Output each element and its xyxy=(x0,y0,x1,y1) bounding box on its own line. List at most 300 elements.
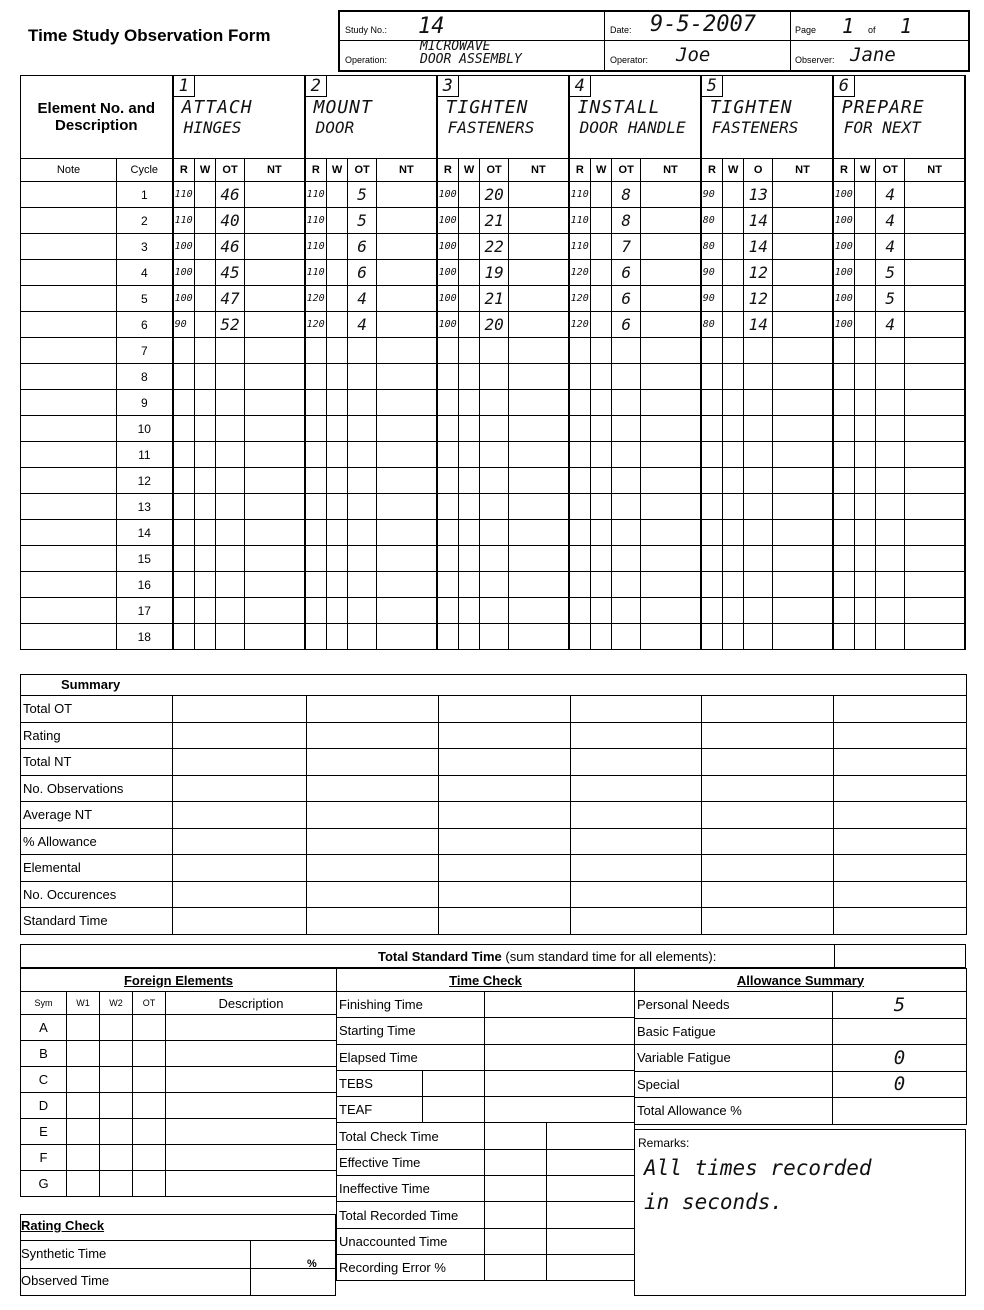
summary-value-cell[interactable] xyxy=(173,749,307,776)
nt-cell[interactable] xyxy=(245,520,305,546)
nt-cell[interactable] xyxy=(377,338,437,364)
ot-cell[interactable]: 4 xyxy=(876,312,905,338)
w-cell[interactable] xyxy=(327,234,348,260)
nt-cell[interactable] xyxy=(773,416,833,442)
nt-cell[interactable] xyxy=(773,338,833,364)
nt-cell[interactable] xyxy=(905,546,965,572)
nt-cell[interactable] xyxy=(377,364,437,390)
w-cell[interactable] xyxy=(195,572,216,598)
nt-cell[interactable] xyxy=(905,260,965,286)
ot-cell[interactable] xyxy=(876,520,905,546)
nt-cell[interactable] xyxy=(905,416,965,442)
summary-value-cell[interactable] xyxy=(702,749,834,776)
ot-cell[interactable] xyxy=(876,390,905,416)
time-check-value[interactable] xyxy=(423,1097,485,1123)
w-cell[interactable] xyxy=(327,312,348,338)
summary-value-cell[interactable] xyxy=(173,722,307,749)
w-cell[interactable] xyxy=(723,468,744,494)
ot-cell[interactable] xyxy=(744,572,773,598)
ot-cell[interactable] xyxy=(744,416,773,442)
rating-cell[interactable] xyxy=(569,598,591,624)
nt-cell[interactable] xyxy=(773,494,833,520)
nt-cell[interactable] xyxy=(905,234,965,260)
w-cell[interactable] xyxy=(459,208,480,234)
rating-cell[interactable] xyxy=(569,546,591,572)
rating-cell[interactable] xyxy=(437,494,459,520)
rating-cell[interactable] xyxy=(437,624,459,650)
ot-cell[interactable]: 4 xyxy=(876,182,905,208)
nt-cell[interactable] xyxy=(245,234,305,260)
rating-cell[interactable] xyxy=(437,338,459,364)
summary-value-cell[interactable] xyxy=(702,828,834,855)
ot-cell[interactable] xyxy=(216,442,245,468)
nt-cell[interactable] xyxy=(377,312,437,338)
ot-cell[interactable]: 5 xyxy=(348,208,377,234)
ot-cell[interactable] xyxy=(876,598,905,624)
rating-cell[interactable]: 90 xyxy=(701,286,723,312)
summary-value-cell[interactable] xyxy=(307,908,439,935)
foreign-cell[interactable] xyxy=(133,1067,166,1093)
foreign-cell[interactable] xyxy=(67,1119,100,1145)
w-cell[interactable] xyxy=(723,364,744,390)
rating-cell[interactable] xyxy=(569,338,591,364)
w-cell[interactable] xyxy=(459,468,480,494)
w-cell[interactable] xyxy=(327,260,348,286)
w-cell[interactable] xyxy=(459,260,480,286)
ot-cell[interactable] xyxy=(348,390,377,416)
ot-cell[interactable]: 21 xyxy=(480,286,509,312)
time-check-value[interactable] xyxy=(423,1070,485,1096)
element-1-cell[interactable] xyxy=(173,76,305,159)
element-6-cell[interactable] xyxy=(833,76,965,159)
w-cell[interactable] xyxy=(855,182,876,208)
w-cell[interactable] xyxy=(195,598,216,624)
w-cell[interactable] xyxy=(591,312,612,338)
nt-cell[interactable] xyxy=(641,442,701,468)
ot-cell[interactable] xyxy=(348,364,377,390)
time-check-value[interactable] xyxy=(485,1044,635,1070)
w-cell[interactable] xyxy=(459,390,480,416)
w-cell[interactable] xyxy=(327,494,348,520)
rating-cell[interactable] xyxy=(701,442,723,468)
summary-value-cell[interactable] xyxy=(571,722,702,749)
nt-cell[interactable] xyxy=(773,286,833,312)
note-cell[interactable] xyxy=(21,624,117,650)
nt-cell[interactable] xyxy=(509,260,569,286)
w-cell[interactable] xyxy=(591,624,612,650)
ot-cell[interactable]: 14 xyxy=(744,234,773,260)
rating-cell[interactable] xyxy=(305,390,327,416)
summary-value-cell[interactable] xyxy=(571,802,702,829)
summary-value-cell[interactable] xyxy=(571,881,702,908)
nt-cell[interactable] xyxy=(509,364,569,390)
summary-value-cell[interactable] xyxy=(834,696,967,723)
summary-value-cell[interactable] xyxy=(439,696,571,723)
w-cell[interactable] xyxy=(195,286,216,312)
nt-cell[interactable] xyxy=(773,234,833,260)
rating-cell[interactable] xyxy=(569,494,591,520)
w-cell[interactable] xyxy=(195,416,216,442)
time-check-value[interactable] xyxy=(485,1176,547,1202)
rating-cell[interactable] xyxy=(305,624,327,650)
rating-cell[interactable] xyxy=(437,598,459,624)
nt-cell[interactable] xyxy=(641,364,701,390)
rating-cell[interactable] xyxy=(569,520,591,546)
w-cell[interactable] xyxy=(855,312,876,338)
rating-cell[interactable]: 110 xyxy=(569,182,591,208)
foreign-cell[interactable] xyxy=(166,1093,337,1119)
ot-cell[interactable] xyxy=(216,390,245,416)
nt-cell[interactable] xyxy=(773,546,833,572)
foreign-cell[interactable] xyxy=(133,1041,166,1067)
w-cell[interactable] xyxy=(459,364,480,390)
rating-cell[interactable] xyxy=(569,416,591,442)
ot-cell[interactable] xyxy=(480,546,509,572)
nt-cell[interactable] xyxy=(905,364,965,390)
w-cell[interactable] xyxy=(723,624,744,650)
ot-cell[interactable] xyxy=(876,338,905,364)
nt-cell[interactable] xyxy=(641,468,701,494)
note-cell[interactable] xyxy=(21,208,117,234)
rating-cell[interactable] xyxy=(437,442,459,468)
rating-cell[interactable] xyxy=(173,546,195,572)
note-cell[interactable] xyxy=(21,234,117,260)
rating-cell[interactable] xyxy=(701,520,723,546)
w-cell[interactable] xyxy=(591,208,612,234)
remarks-line-2[interactable]: in seconds. xyxy=(644,1190,784,1214)
nt-cell[interactable] xyxy=(773,260,833,286)
nt-cell[interactable] xyxy=(509,208,569,234)
w-cell[interactable] xyxy=(591,520,612,546)
operation-line1[interactable]: MICROWAVE xyxy=(420,39,491,54)
rating-cell[interactable]: 100 xyxy=(437,234,459,260)
nt-cell[interactable] xyxy=(509,494,569,520)
observer-value[interactable]: Jane xyxy=(850,44,896,66)
rating-cell[interactable]: 110 xyxy=(569,208,591,234)
allowance-value[interactable] xyxy=(833,1098,967,1125)
foreign-cell[interactable] xyxy=(133,1015,166,1041)
ot-cell[interactable] xyxy=(480,364,509,390)
rating-cell[interactable] xyxy=(173,364,195,390)
nt-cell[interactable] xyxy=(245,364,305,390)
ot-cell[interactable] xyxy=(744,442,773,468)
w-cell[interactable] xyxy=(459,520,480,546)
nt-cell[interactable] xyxy=(377,624,437,650)
w-cell[interactable] xyxy=(327,572,348,598)
summary-value-cell[interactable] xyxy=(439,749,571,776)
nt-cell[interactable] xyxy=(377,546,437,572)
ot-cell[interactable] xyxy=(348,468,377,494)
foreign-cell[interactable] xyxy=(100,1093,133,1119)
nt-cell[interactable] xyxy=(377,208,437,234)
rating-cell[interactable] xyxy=(833,442,855,468)
w-cell[interactable] xyxy=(459,572,480,598)
summary-value-cell[interactable] xyxy=(439,722,571,749)
rating-cell[interactable] xyxy=(173,520,195,546)
summary-value-cell[interactable] xyxy=(834,855,967,882)
nt-cell[interactable] xyxy=(905,182,965,208)
nt-cell[interactable] xyxy=(905,494,965,520)
note-cell[interactable] xyxy=(21,468,117,494)
nt-cell[interactable] xyxy=(509,624,569,650)
rating-cell[interactable] xyxy=(437,572,459,598)
summary-value-cell[interactable] xyxy=(702,696,834,723)
rating-cell[interactable] xyxy=(437,416,459,442)
w-cell[interactable] xyxy=(855,416,876,442)
ot-cell[interactable] xyxy=(216,468,245,494)
rating-cell[interactable]: 90 xyxy=(701,182,723,208)
ot-cell[interactable] xyxy=(216,416,245,442)
rating-cell[interactable]: 80 xyxy=(701,312,723,338)
summary-value-cell[interactable] xyxy=(702,908,834,935)
rating-cell[interactable]: 80 xyxy=(701,234,723,260)
foreign-cell[interactable] xyxy=(67,1067,100,1093)
rating-cell[interactable] xyxy=(305,364,327,390)
ot-cell[interactable] xyxy=(612,572,641,598)
rating-cell[interactable] xyxy=(833,572,855,598)
rating-cell[interactable]: 120 xyxy=(569,286,591,312)
ot-cell[interactable]: 5 xyxy=(348,182,377,208)
w-cell[interactable] xyxy=(591,442,612,468)
w-cell[interactable] xyxy=(459,416,480,442)
rating-cell[interactable] xyxy=(833,390,855,416)
ot-cell[interactable] xyxy=(612,416,641,442)
ot-cell[interactable] xyxy=(216,598,245,624)
rating-cell[interactable] xyxy=(569,624,591,650)
summary-value-cell[interactable] xyxy=(307,775,439,802)
foreign-cell[interactable] xyxy=(67,1015,100,1041)
ot-cell[interactable]: 40 xyxy=(216,208,245,234)
w-cell[interactable] xyxy=(855,260,876,286)
note-cell[interactable] xyxy=(21,442,117,468)
nt-cell[interactable] xyxy=(509,572,569,598)
rating-cell[interactable] xyxy=(833,494,855,520)
ot-cell[interactable] xyxy=(744,390,773,416)
rating-cell[interactable]: 100 xyxy=(833,286,855,312)
summary-value-cell[interactable] xyxy=(571,775,702,802)
nt-cell[interactable] xyxy=(641,182,701,208)
rating-cell[interactable]: 100 xyxy=(437,182,459,208)
rating-cell[interactable] xyxy=(305,572,327,598)
w-cell[interactable] xyxy=(855,364,876,390)
rating-cell[interactable]: 110 xyxy=(305,182,327,208)
nt-cell[interactable] xyxy=(377,416,437,442)
w-cell[interactable] xyxy=(195,182,216,208)
rating-cell[interactable]: 110 xyxy=(305,234,327,260)
w-cell[interactable] xyxy=(459,598,480,624)
nt-cell[interactable] xyxy=(377,468,437,494)
w-cell[interactable] xyxy=(195,260,216,286)
w-cell[interactable] xyxy=(723,260,744,286)
ot-cell[interactable]: 8 xyxy=(612,182,641,208)
ot-cell[interactable] xyxy=(876,416,905,442)
nt-cell[interactable] xyxy=(509,416,569,442)
nt-cell[interactable] xyxy=(641,208,701,234)
rating-cell[interactable] xyxy=(833,468,855,494)
ot-cell[interactable] xyxy=(480,390,509,416)
w-cell[interactable] xyxy=(591,572,612,598)
w-cell[interactable] xyxy=(855,624,876,650)
w-cell[interactable] xyxy=(855,208,876,234)
summary-value-cell[interactable] xyxy=(173,775,307,802)
note-cell[interactable] xyxy=(21,364,117,390)
nt-cell[interactable] xyxy=(245,416,305,442)
foreign-cell[interactable] xyxy=(67,1041,100,1067)
ot-cell[interactable]: 14 xyxy=(744,208,773,234)
rating-cell[interactable]: 100 xyxy=(437,208,459,234)
rating-cell[interactable]: 110 xyxy=(305,208,327,234)
w-cell[interactable] xyxy=(195,546,216,572)
nt-cell[interactable] xyxy=(641,312,701,338)
summary-value-cell[interactable] xyxy=(702,881,834,908)
foreign-cell[interactable] xyxy=(166,1145,337,1171)
foreign-cell[interactable] xyxy=(67,1093,100,1119)
note-cell[interactable] xyxy=(21,494,117,520)
w-cell[interactable] xyxy=(855,494,876,520)
ot-cell[interactable]: 12 xyxy=(744,286,773,312)
summary-value-cell[interactable] xyxy=(571,908,702,935)
rating-cell[interactable] xyxy=(173,338,195,364)
nt-cell[interactable] xyxy=(773,364,833,390)
ot-cell[interactable]: 6 xyxy=(612,312,641,338)
w-cell[interactable] xyxy=(195,208,216,234)
ot-cell[interactable]: 4 xyxy=(348,312,377,338)
w-cell[interactable] xyxy=(327,390,348,416)
rating-cell[interactable]: 100 xyxy=(437,286,459,312)
ot-cell[interactable] xyxy=(612,598,641,624)
w-cell[interactable] xyxy=(195,338,216,364)
rating-cell[interactable] xyxy=(833,624,855,650)
ot-cell[interactable]: 6 xyxy=(348,234,377,260)
note-cell[interactable] xyxy=(21,338,117,364)
ot-cell[interactable]: 6 xyxy=(612,286,641,312)
ot-cell[interactable] xyxy=(216,624,245,650)
w-cell[interactable] xyxy=(855,598,876,624)
summary-value-cell[interactable] xyxy=(307,696,439,723)
ot-cell[interactable] xyxy=(348,442,377,468)
w-cell[interactable] xyxy=(855,468,876,494)
rating-cell[interactable] xyxy=(173,624,195,650)
rating-cell[interactable] xyxy=(173,494,195,520)
w-cell[interactable] xyxy=(723,598,744,624)
rating-cell[interactable]: 120 xyxy=(569,260,591,286)
time-check-value[interactable] xyxy=(485,1228,547,1254)
w-cell[interactable] xyxy=(855,338,876,364)
ot-cell[interactable] xyxy=(744,468,773,494)
nt-cell[interactable] xyxy=(509,598,569,624)
ot-cell[interactable]: 21 xyxy=(480,208,509,234)
ot-cell[interactable] xyxy=(876,364,905,390)
rating-cell[interactable] xyxy=(569,364,591,390)
w-cell[interactable] xyxy=(591,286,612,312)
ot-cell[interactable] xyxy=(480,520,509,546)
ot-cell[interactable]: 46 xyxy=(216,182,245,208)
ot-cell[interactable] xyxy=(744,624,773,650)
ot-cell[interactable] xyxy=(876,572,905,598)
note-cell[interactable] xyxy=(21,260,117,286)
nt-cell[interactable] xyxy=(905,442,965,468)
summary-value-cell[interactable] xyxy=(307,749,439,776)
nt-cell[interactable] xyxy=(509,182,569,208)
ot-cell[interactable] xyxy=(876,442,905,468)
summary-value-cell[interactable] xyxy=(439,908,571,935)
ot-cell[interactable]: 4 xyxy=(876,234,905,260)
nt-cell[interactable] xyxy=(509,468,569,494)
w-cell[interactable] xyxy=(855,234,876,260)
ot-cell[interactable] xyxy=(480,442,509,468)
w-cell[interactable] xyxy=(855,286,876,312)
rating-cell[interactable]: 110 xyxy=(173,208,195,234)
nt-cell[interactable] xyxy=(905,286,965,312)
rating-cell[interactable]: 100 xyxy=(833,208,855,234)
w-cell[interactable] xyxy=(591,234,612,260)
summary-value-cell[interactable] xyxy=(571,749,702,776)
summary-value-cell[interactable] xyxy=(307,802,439,829)
rating-cell[interactable] xyxy=(305,494,327,520)
nt-cell[interactable] xyxy=(245,312,305,338)
w-cell[interactable] xyxy=(327,520,348,546)
summary-value-cell[interactable] xyxy=(439,855,571,882)
note-cell[interactable] xyxy=(21,390,117,416)
w-cell[interactable] xyxy=(327,598,348,624)
ot-cell[interactable] xyxy=(216,546,245,572)
ot-cell[interactable] xyxy=(612,520,641,546)
w-cell[interactable] xyxy=(723,286,744,312)
nt-cell[interactable] xyxy=(773,312,833,338)
w-cell[interactable] xyxy=(855,520,876,546)
nt-cell[interactable] xyxy=(773,442,833,468)
nt-cell[interactable] xyxy=(641,260,701,286)
summary-value-cell[interactable] xyxy=(439,775,571,802)
foreign-cell[interactable] xyxy=(133,1119,166,1145)
summary-value-cell[interactable] xyxy=(834,775,967,802)
rating-cell[interactable] xyxy=(833,546,855,572)
rating-cell[interactable] xyxy=(173,572,195,598)
nt-cell[interactable] xyxy=(641,286,701,312)
ot-cell[interactable] xyxy=(216,338,245,364)
rating-cell[interactable] xyxy=(437,520,459,546)
nt-cell[interactable] xyxy=(245,182,305,208)
rating-cell[interactable]: 100 xyxy=(437,260,459,286)
ot-cell[interactable] xyxy=(612,468,641,494)
nt-cell[interactable] xyxy=(377,598,437,624)
nt-cell[interactable] xyxy=(641,598,701,624)
nt-cell[interactable] xyxy=(245,338,305,364)
w-cell[interactable] xyxy=(459,494,480,520)
ot-cell[interactable] xyxy=(744,598,773,624)
w-cell[interactable] xyxy=(723,182,744,208)
summary-value-cell[interactable] xyxy=(702,722,834,749)
w-cell[interactable] xyxy=(459,442,480,468)
w-cell[interactable] xyxy=(855,572,876,598)
rating-cell[interactable]: 100 xyxy=(833,312,855,338)
nt-cell[interactable] xyxy=(641,390,701,416)
ot-cell[interactable] xyxy=(480,468,509,494)
foreign-cell[interactable] xyxy=(67,1171,100,1197)
ot-cell[interactable]: 6 xyxy=(348,260,377,286)
w-cell[interactable] xyxy=(459,234,480,260)
ot-cell[interactable] xyxy=(612,546,641,572)
w-cell[interactable] xyxy=(723,442,744,468)
ot-cell[interactable]: 20 xyxy=(480,182,509,208)
nt-cell[interactable] xyxy=(509,520,569,546)
w-cell[interactable] xyxy=(855,546,876,572)
w-cell[interactable] xyxy=(459,338,480,364)
w-cell[interactable] xyxy=(723,208,744,234)
rating-cell[interactable]: 110 xyxy=(569,234,591,260)
w-cell[interactable] xyxy=(723,338,744,364)
remarks-line-1[interactable]: All times recorded xyxy=(644,1156,872,1180)
